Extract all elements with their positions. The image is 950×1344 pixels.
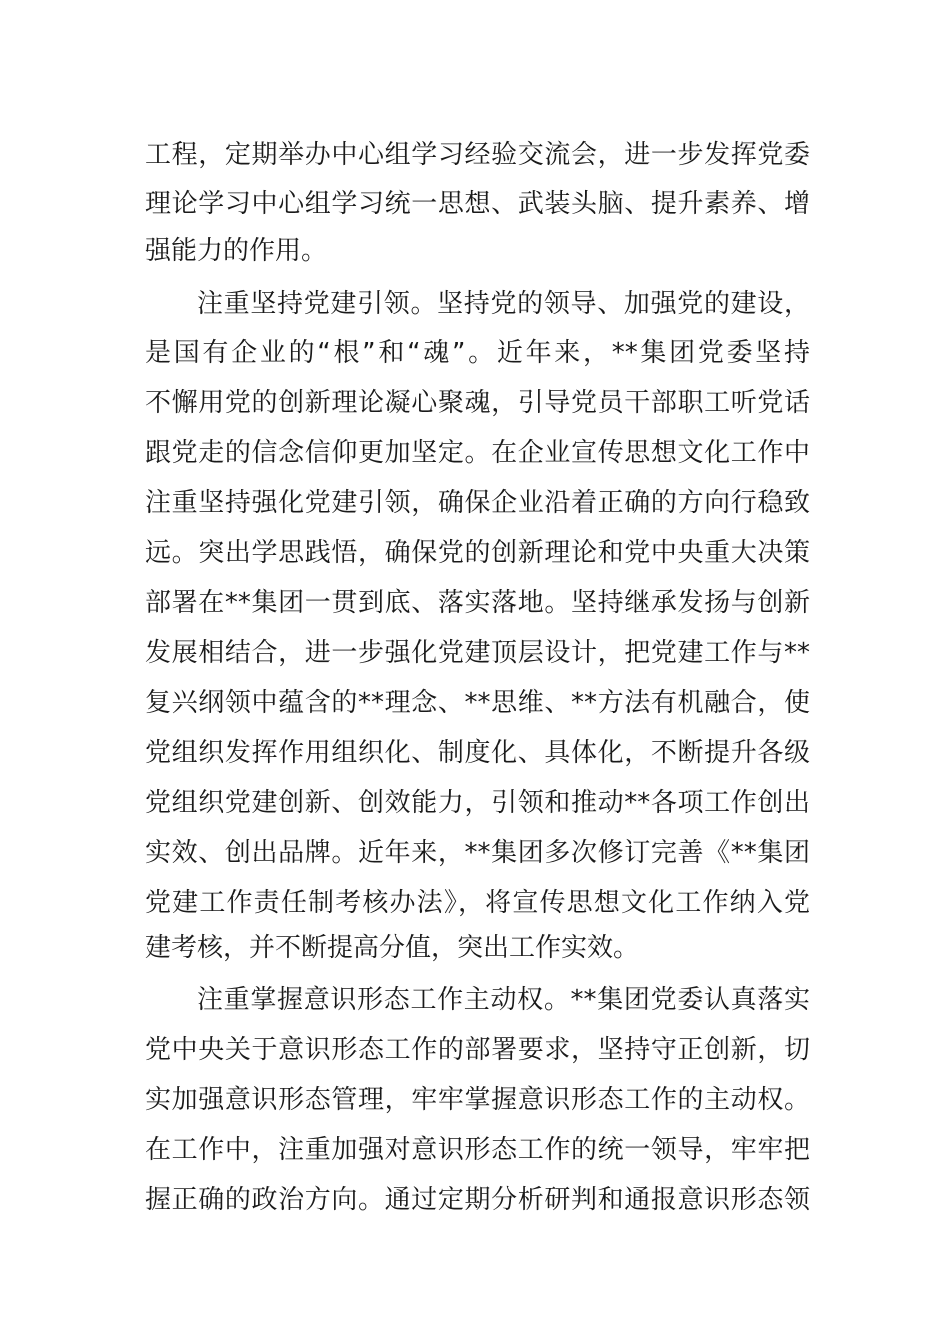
text-line: 握正确的政治方向。通过定期分析研判和通报意识形态领	[145, 1185, 810, 1215]
text-line: 部署在**集团一贯到底、落实落地。坚持继承发扬与创新	[145, 588, 810, 618]
text-line: 工程，定期举办中心组学习经验交流会，进一步发挥党委	[145, 140, 810, 170]
text-line: 不懈用党的创新理论凝心聚魂，引导党员干部职工听党话	[145, 388, 810, 418]
text-line: 注重坚持强化党建引领，确保企业沿着正确的方向行稳致	[145, 488, 810, 518]
text-line: 实效、创出品牌。近年来，**集团多次修订完善《**集团	[145, 838, 810, 868]
text-line: 远。突出学思践悟，确保党的创新理论和党中央重大决策	[145, 538, 810, 568]
text-line: 跟党走的信念信仰更加坚定。在企业宣传思想文化工作中	[145, 438, 810, 468]
text-line: 党组织发挥作用组织化、制度化、具体化，不断提升各级	[145, 738, 810, 768]
text-line: 建考核，并不断提高分值，突出工作实效。	[145, 933, 640, 963]
text-line: 实加强意识形态管理，牢牢掌握意识形态工作的主动权。	[145, 1085, 810, 1115]
text-line: 理论学习中心组学习统一思想、武装头脑、提升素养、增	[145, 189, 810, 219]
text-line: 党中央关于意识形态工作的部署要求，坚持守正创新，切	[145, 1035, 810, 1065]
text-line: 注重掌握意识形态工作主动权。**集团党委认真落实	[197, 985, 810, 1015]
text-line: 是国有企业的“根”和“魂”。近年来，**集团党委坚持	[145, 338, 810, 368]
text-line: 强能力的作用。	[145, 236, 328, 266]
text-line: 党组织党建创新、创效能力，引领和推动**各项工作创出	[145, 788, 810, 818]
text-line: 在工作中，注重加强对意识形态工作的统一领导，牢牢把	[145, 1135, 810, 1165]
text-line: 复兴纲领中蕴含的**理念、**思维、**方法有机融合，使	[145, 688, 810, 718]
text-line: 党建工作责任制考核办法》，将宣传思想文化工作纳入党	[145, 888, 810, 918]
text-line: 发展相结合，进一步强化党建顶层设计，把党建工作与**	[145, 638, 810, 668]
text-line: 注重坚持党建引领。坚持党的领导、加强党的建设，	[197, 289, 810, 319]
